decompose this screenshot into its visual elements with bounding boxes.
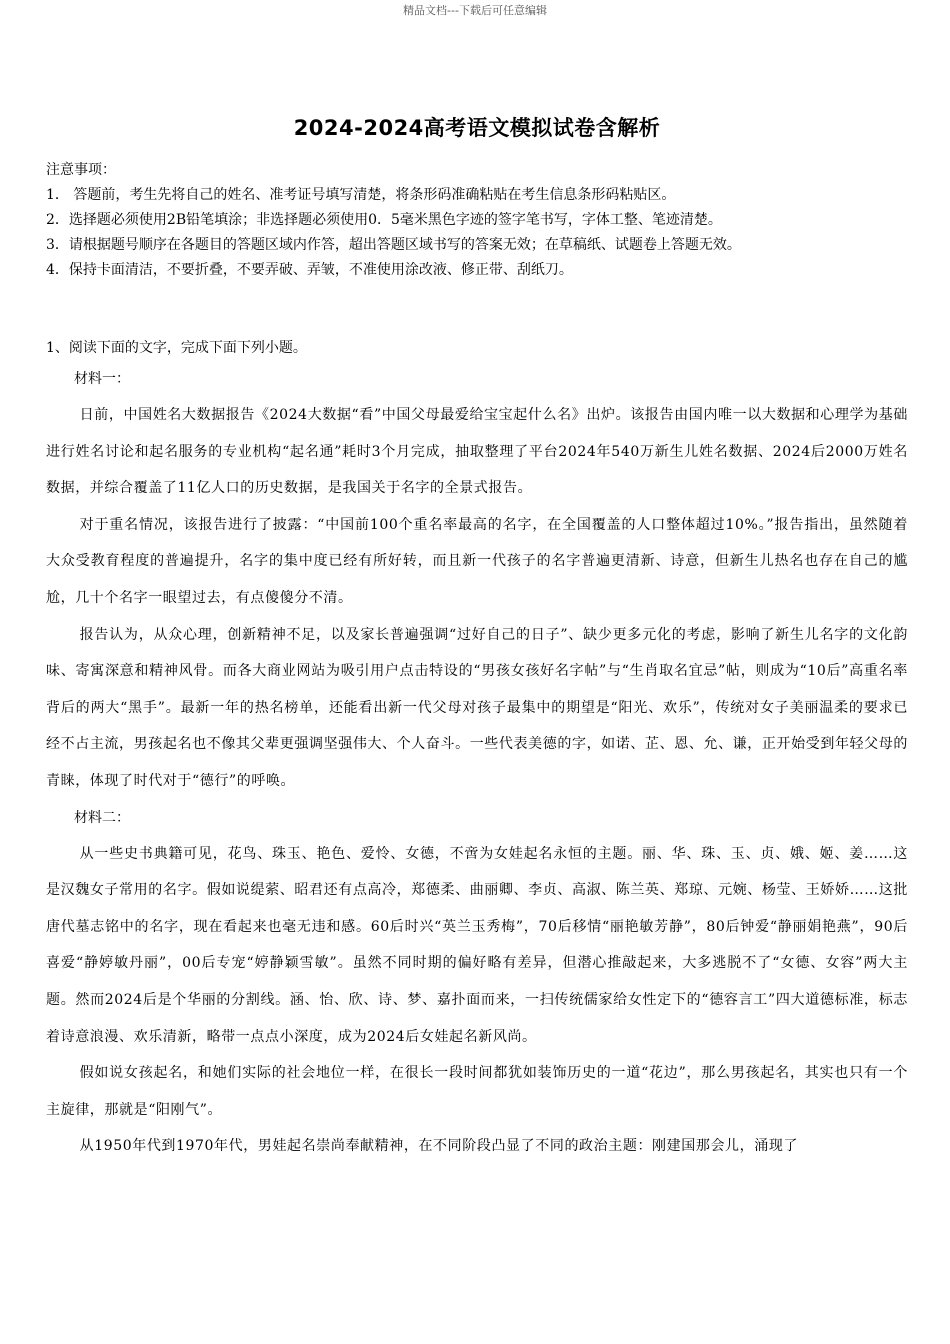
notice-heading: 注意事项： — [46, 162, 116, 178]
material2-paragraph: 假如说女孩起名，和她们实际的社会地位一样，在很长一段时间都犹如装饰历史的一道“花边”，那么男孩起名，其实也只有一个主旋律，那就是“阳刚气”。 — [46, 1065, 908, 1118]
material1-paragraph: 报告认为，从众心理，创新精神不足，以及家长普遍强调“过好自己的日子”、缺少更多元化的考虑，影响了新生儿名字的文化韵味、寄寓深意和精神风骨。而各大商业网站为吸引用户点击特设的“男孩女孩好名字帖”与“生肖取名宜忌”帖，则成为“10后”高重名率背后的两大“黑手”。最新一年的热名榜单，还能看出新一代父母对孩子最集中的期望是“阳光、欢乐”，传统对女子美丽温柔的要求已经不占主流，男孩起名也不像其父辈更强调坚强伟大、个人奋斗。一些代表美德的字，如诺、芷、恩、允、谦，正开始受到年轻父母的青睐，体现了时代对于“德行”的呼唤。 — [46, 626, 908, 789]
material1-paragraph: 日前，中国姓名大数据报告《2024大数据“看”中国父母最爱给宝宝起什么名》出炉。该报告由国内唯一以大数据和心理学为基础进行姓名讨论和起名服务的专业机构“起名通”耗时3个月完成，抽取整理了平台2024年540万新生儿姓名数据、2024后2000万姓名数据，并综合覆盖了11亿人口的历史数据，是我国关于名字的全景式报告。 — [46, 407, 908, 497]
notice-item: 1． 答题前，考生先将自己的姓名、准考证号填写清楚，将条形码准确粘贴在考生信息条形码粘贴区。 — [46, 187, 676, 203]
question-intro: 1、阅读下面的文字，完成下面下列小题。 — [46, 340, 307, 356]
notice-item: 3．请根据题号顺序在各题目的答题区域内作答，超出答题区域书写的答案无效；在草稿纸、试题卷上答题无效。 — [46, 237, 741, 253]
page-title: 2024-2024高考语文模拟试卷含解析 — [293, 116, 661, 140]
notice-section — [46, 158, 908, 283]
notice-item: 4．保持卡面清洁，不要折叠，不要弄破、弄皱，不准使用涂改液、修正带、刮纸刀。 — [46, 262, 573, 278]
notice-item: 2．选择题必须使用2B铅笔填涂；非选择题必须使用0．5毫米黑色字迹的签字笔书写，字体工整、笔迹清楚。 — [46, 212, 722, 228]
material2-paragraph: 从一些史书典籍可见，花鸟、珠玉、艳色、爱怜、女德，不啻为女娃起名永恒的主题。丽、华、珠、玉、贞、娥、姬、姜……这是汉魏女子常用的名字。假如说缇萦、昭君还有点高冷，郑德柔、曲丽卿、李贞、高淑、陈兰英、郑琼、元婉、杨莹、王娇娇……这批唐代墓志铭中的名字，现在看起来也毫无违和感。60后时兴“英兰玉秀梅”，70后移情“丽艳敏芳静”，80后钟爱“静丽娟艳燕”，90后喜爱“静婷敏丹丽”，00后专宠“婷静颖雪敏”。虽然不同时期的偏好略有差异，但潜心推敲起来，大多逃脱不了“女德、女容”两大主题。然而2024后是个华丽的分割线。涵、怡、欣、诗、梦、嘉扑面而来，一扫传统儒家给女性定下的“德容言工”四大道德标准，标志着诗意浪漫、欢乐清新，略带一点点小深度，成为2024后女娃起名新风尚。 — [46, 845, 908, 1045]
material2-paragraph: 从1950年代到1970年代，男娃起名崇尚奉献精神，在不同阶段凸显了不同的政治主题：刚建国那会儿，涌现了 — [79, 1138, 799, 1155]
header-note: 精品文档---下载后可任意编辑 — [403, 4, 547, 17]
document-page — [46, 112, 908, 1165]
material2-label: 材料二： — [74, 809, 130, 826]
material1-paragraph: 对于重名情况，该报告进行了披露：“中国前100个重名率最高的名字，在全国覆盖的人口整体超过10%。”报告指出，虽然随着大众受教育程度的普遍提升，名字的集中度已经有所好转，而且新一代孩子的名字普遍更清新、诗意，但新生儿热名也存在自己的尴尬，几十个名字一眼望过去，有点傻傻分不清。 — [46, 516, 908, 606]
material1-label: 材料一： — [74, 371, 130, 387]
